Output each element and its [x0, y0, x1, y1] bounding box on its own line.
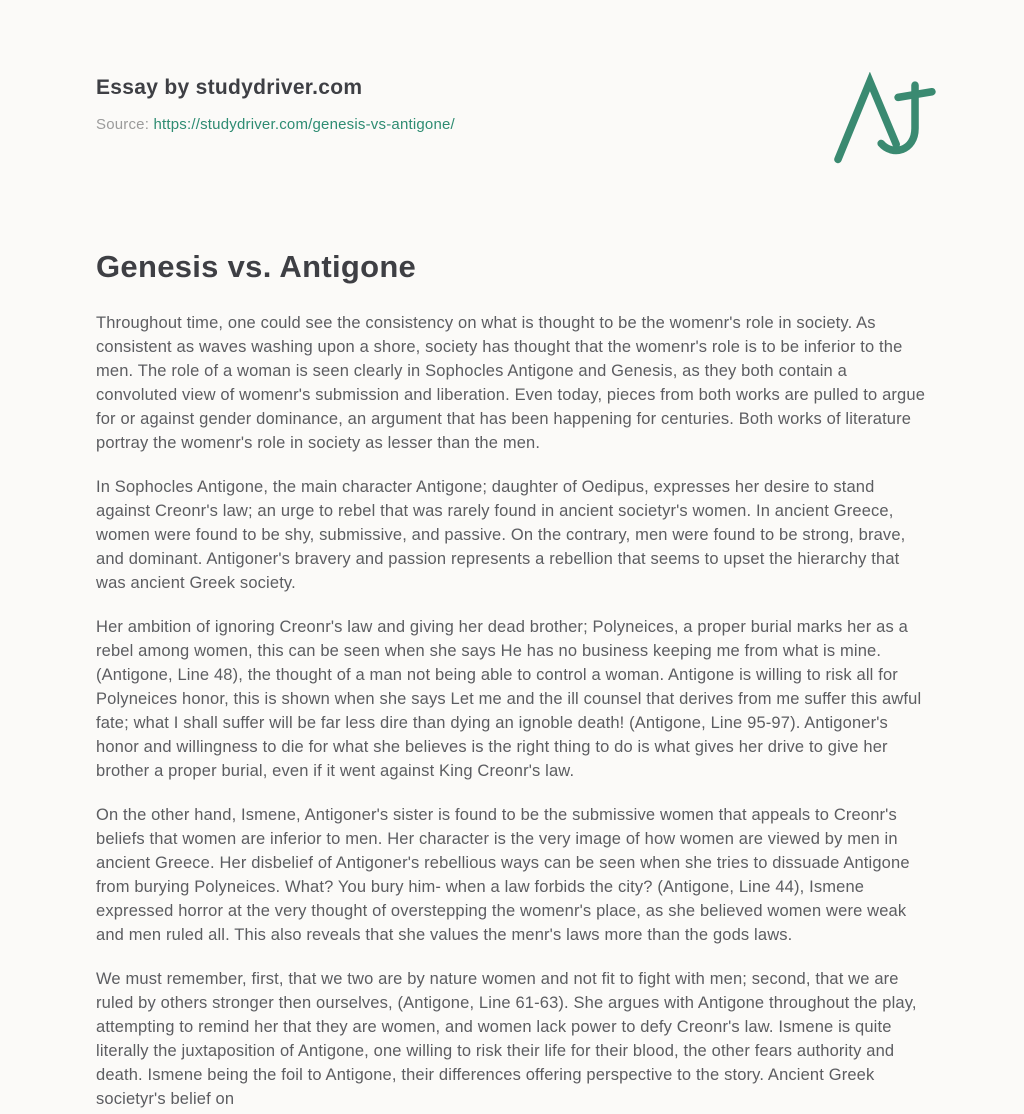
source-line [96, 116, 928, 133]
site-header [96, 76, 928, 133]
source-url-link[interactable]: https://studydriver.com/genesis-vs-antigone/ [153, 116, 455, 133]
studydriver-monogram-icon[interactable] [832, 72, 936, 166]
essay-paragraph: On the other hand, Ismene, Antigoner's sister is found to be the submissive women that appeals to Creonr's beliefs that women are inferior to men. Her character is the very image of how women are viewed by men in ancient Greece. Her disbelief of Antigoner's rebellious ways can be seen when she tries to dissuade Antigone from burying Polyneices. What? You bury him- when a law forbids the city? (Antigone, Line 44), Ismene expressed horror at the very thought of overstepping the womenr's place, as she believed women were weak and men ruled all. This also reveals that she values the menr's laws more than the gods laws. [96, 806, 910, 944]
essay-paragraph: Her ambition of ignoring Creonr's law and giving her dead brother; Polyneices, a proper burial marks her as a rebel among women, this can be seen when she says He has no business keeping me from what is mine. (Antigone, Line 48), the thought of a man not being able to control a woman. Antigone is willing to risk all for Polyneices honor, this is shown when she says Let me and the ill counsel that derives from me suffer this awful fate; what I shall suffer will be far less dire than dying an ignoble death! (Antigone, Line 95-97). Antigoner's honor and willingness to die for what she believes is the right thing to do is what gives her drive to give her brother a proper burial, even if it went against King Creonr's law. [96, 618, 922, 780]
essay-body [96, 311, 928, 1111]
essay-paragraph: In Sophocles Antigone, the main character Antigone; daughter of Oedipus, expresses her desire to stand against Creonr's law; an urge to rebel that was rarely found in ancient societyr's women. In ancient Greece, women were found to be shy, submissive, and passive. On the contrary, men were found to be strong, brave, and dominant. Antigoner's bravery and passion represents a rebellion that seems to upset the hierarchy that was ancient Greek society. [96, 478, 906, 592]
essay-title: Genesis vs. Antigone [96, 249, 417, 284]
essay-paragraph: Throughout time, one could see the consistency on what is thought to be the womenr's role in society. As consistent as waves washing upon a shore, society has thought that the womenr's role is to be inferior to the men. The role of a woman is seen clearly in Sophocles Antigone and Genesis, as they both contain a convoluted view of womenr's submission and liberation. Even today, pieces from both works are pulled to argue for or against gender dominance, an argument that has been happening for centuries. Both works of literature portray the womenr's role in society as lesser than the men. [96, 314, 926, 452]
source-label: Source: [96, 116, 150, 133]
site-header-title: Essay by studydriver.com [96, 76, 363, 99]
essay-paragraph: We must remember, first, that we two are by nature women and not fit to fight with men; second, that we are ruled by others stronger then ourselves, (Antigone, Line 61-63). She argues with Antigone throughout the play, attempting to remind her that they are women, and women lack power to defy Creonr's law. Ismene is quite literally the juxtaposition of Antigone, one willing to risk their life for their blood, the other fears authority and death. Ismene being the foil to Antigone, their differences offering perspective to the story. Ancient Greek societyr's belief on [96, 970, 917, 1108]
